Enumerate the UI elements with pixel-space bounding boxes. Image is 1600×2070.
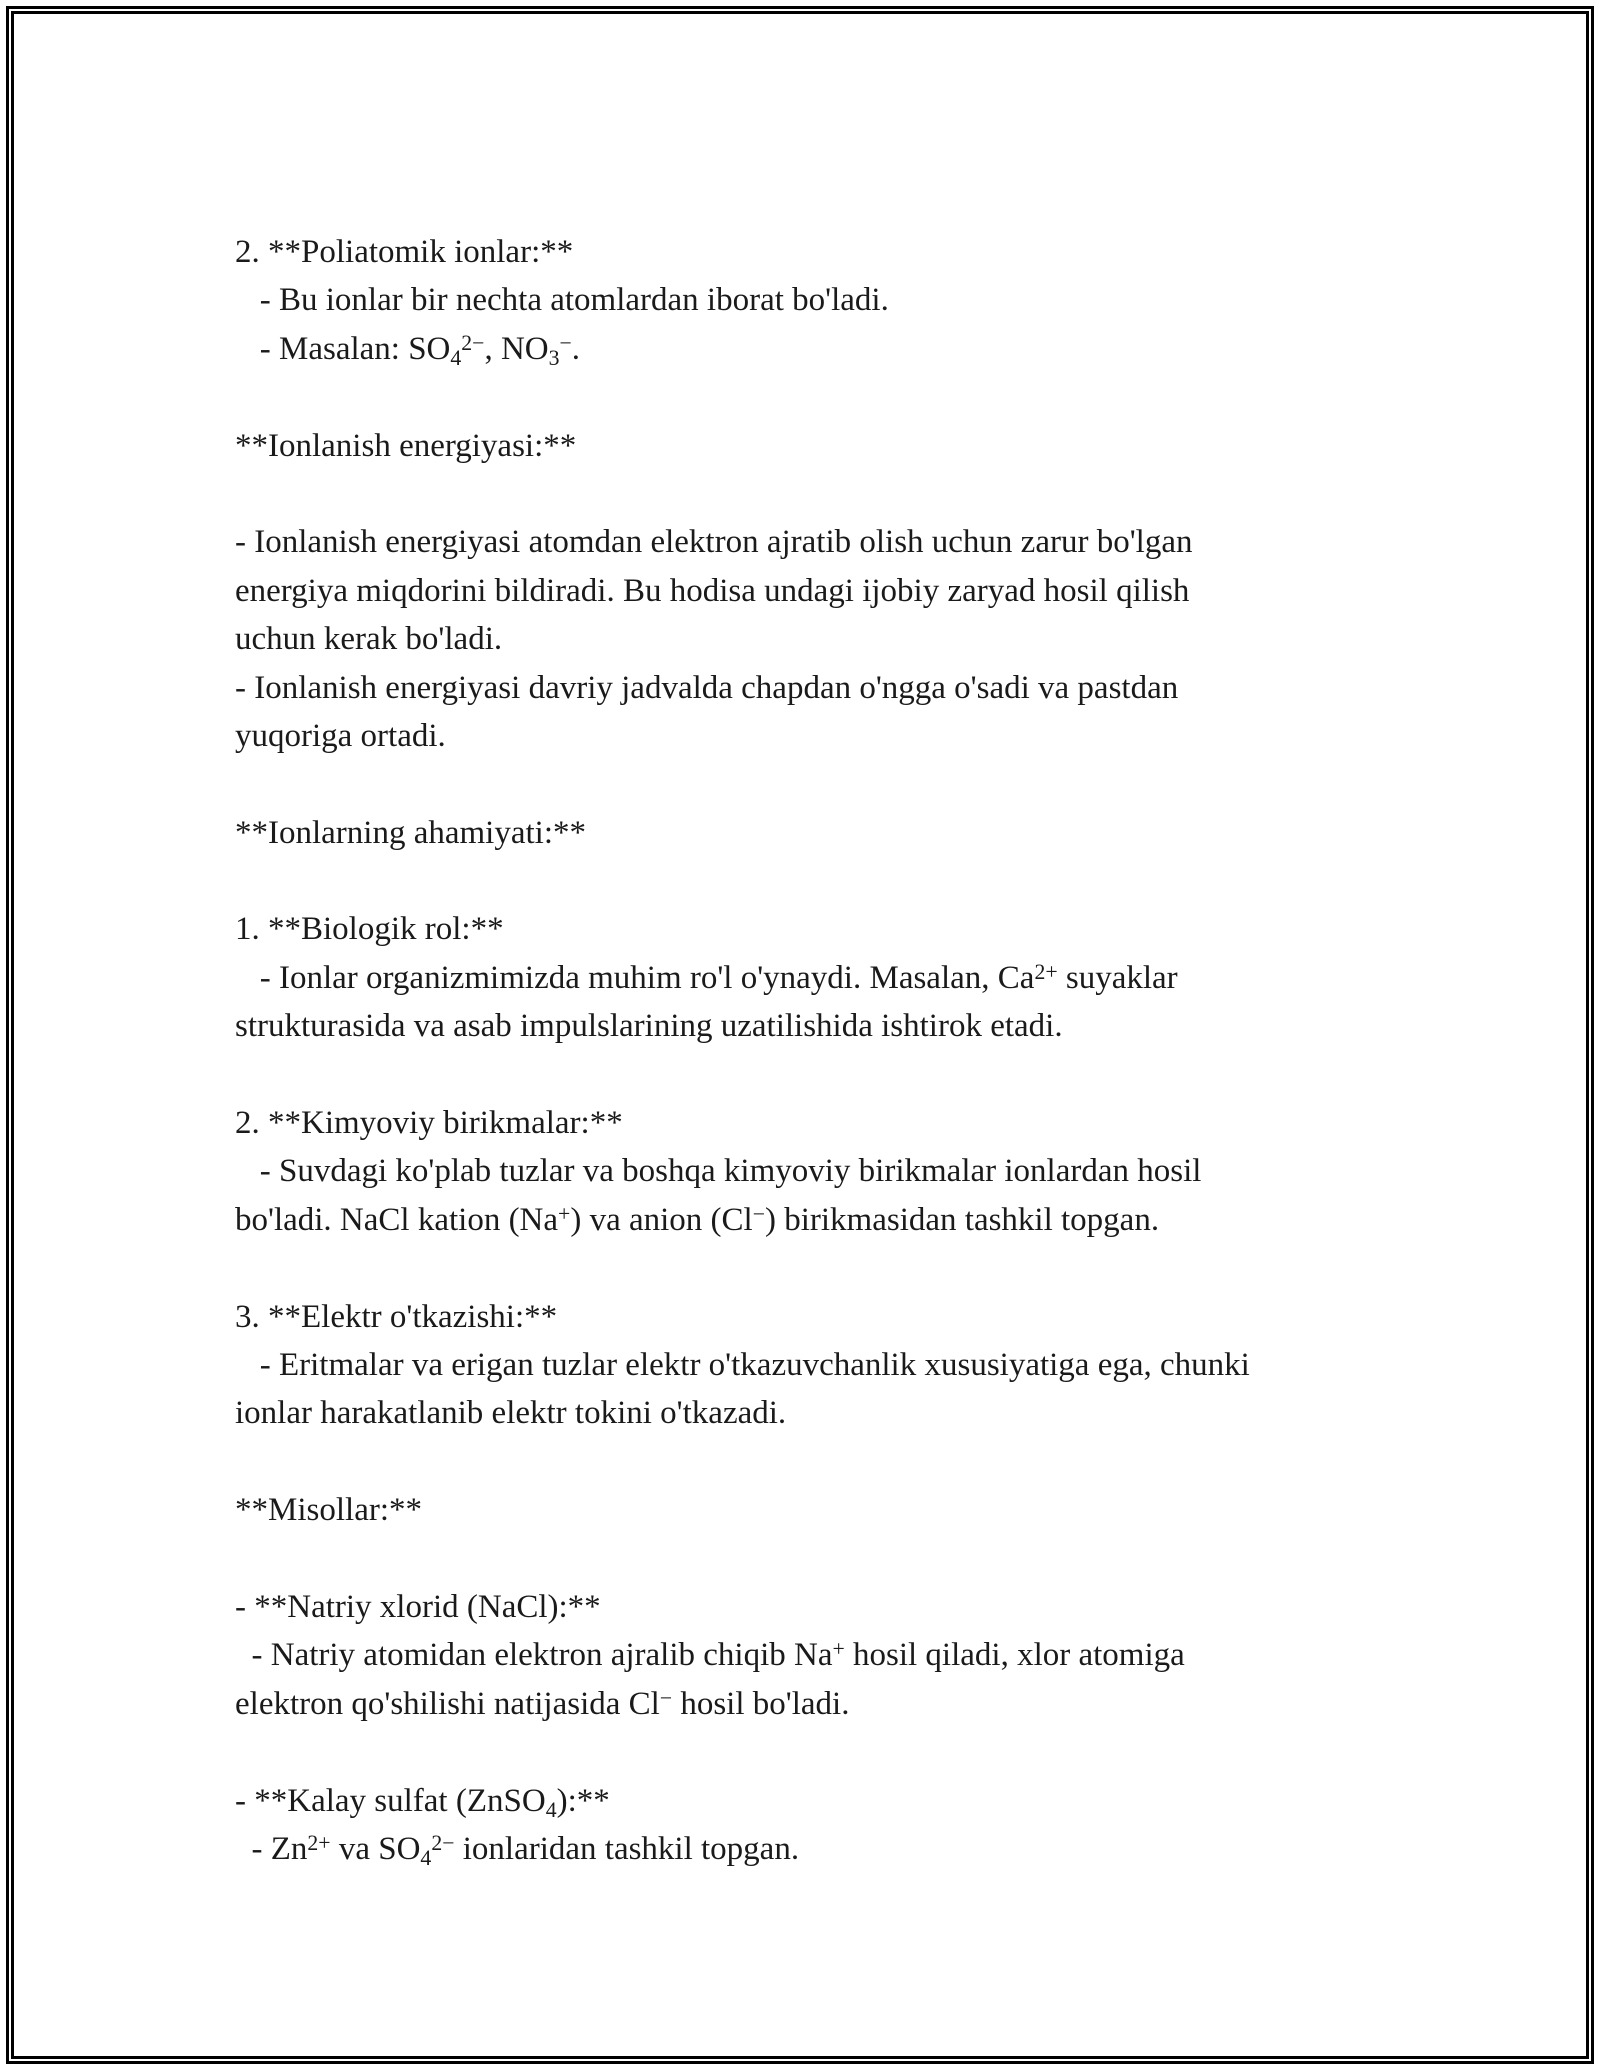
text-segment: , NO: [484, 330, 549, 367]
text-segment: ) birikmasidan tashkil topgan.: [764, 1201, 1160, 1238]
text-segment: hosil bo'ladi.: [672, 1685, 850, 1722]
text-segment: elektron qo'shilishi natijasida Cl: [235, 1685, 660, 1722]
superscript: 2−: [431, 1830, 455, 1855]
text-segment: - **Kalay sulfat (ZnSO: [235, 1782, 546, 1819]
list-heading: - **Natriy xlorid (NaCl):**: [235, 1588, 601, 1625]
subscript: 3: [548, 345, 560, 370]
paragraph-line: - Suvdagi ko'plab tuzlar va boshqa kimyoviy birikmalar ionlardan hosil: [235, 1153, 1202, 1190]
text-segment: - Natriy atomidan elektron ajralib chiqib Na: [235, 1637, 833, 1674]
list-heading: 2. **Kimyoviy birikmalar:**: [235, 1105, 623, 1142]
text-segment: ):**: [556, 1782, 610, 1819]
paragraph-line: [235, 954, 1415, 1002]
text-segment: - Zn: [235, 1830, 308, 1867]
paragraph-line: - Ionlanish energiyasi atomdan elektron ajratib olish uchun zarur bo'lgan: [235, 524, 1193, 561]
superscript: +: [832, 1637, 845, 1662]
text-segment: - Ionlar organizmimizda muhim ro'l o'ynaydi. Masalan, Ca: [235, 959, 1035, 996]
blank-line: [235, 1244, 1415, 1292]
blank-line: [235, 1051, 1415, 1099]
text-segment: va SO: [330, 1830, 421, 1867]
superscript: 2+: [1034, 959, 1058, 984]
paragraph-line: - Bu ionlar bir nechta atomlardan iborat bo'ladi.: [235, 282, 889, 319]
text-segment: ) va anion (Cl: [570, 1201, 753, 1238]
text-segment: bo'ladi. NaCl kation (Na: [235, 1201, 559, 1238]
blank-line: [235, 1438, 1415, 1486]
paragraph-line: energiya miqdorini bildiradi. Bu hodisa undagi ijobiy zaryad hosil qilish: [235, 572, 1190, 609]
subscript: 4: [450, 345, 462, 370]
text-segment: ionlaridan tashkil topgan.: [454, 1830, 800, 1867]
paragraph-line: [235, 1631, 1415, 1679]
blank-line: [235, 857, 1415, 905]
superscript: +: [558, 1201, 571, 1226]
document-body: [235, 228, 1415, 1873]
blank-line: [235, 760, 1415, 808]
section-heading: **Ionlarning ahamiyati:**: [235, 814, 586, 851]
text-segment: .: [571, 330, 581, 367]
blank-line: [235, 470, 1415, 518]
subscript: 4: [545, 1797, 557, 1822]
paragraph-line: yuqoriga ortadi.: [235, 717, 446, 754]
section-heading: **Misollar:**: [235, 1492, 422, 1529]
paragraph-line: uchun kerak bo'ladi.: [235, 621, 503, 658]
blank-line: [235, 1728, 1415, 1776]
subscript: 4: [420, 1845, 432, 1870]
paragraph-line: - Ionlanish energiyasi davriy jadvalda chapdan o'ngga o'sadi va pastdan: [235, 669, 1179, 706]
superscript: 2−: [461, 330, 485, 355]
paragraph-line: - Eritmalar va erigan tuzlar elektr o'tkazuvchanlik xususiyatiga ega, chunki: [235, 1346, 1250, 1383]
text-segment: hosil qiladi, xlor atomiga: [844, 1637, 1185, 1674]
paragraph-line: [235, 1825, 1415, 1873]
section-heading: **Ionlanish energiyasi:**: [235, 427, 577, 464]
list-heading: 1. **Biologik rol:**: [235, 911, 504, 948]
paragraph-line: [235, 1680, 1415, 1728]
blank-line: [235, 1535, 1415, 1583]
text-segment: suyaklar: [1057, 959, 1178, 996]
superscript: −: [659, 1685, 673, 1710]
paragraph-line: ionlar harakatlanib elektr tokini o'tkazadi.: [235, 1395, 787, 1432]
paragraph-line: strukturasida va asab impulslarining uzatilishida ishtirok etadi.: [235, 1008, 1063, 1045]
paragraph-line: [235, 325, 1415, 373]
blank-line: [235, 373, 1415, 421]
superscript: −: [752, 1201, 765, 1226]
paragraph-line: [235, 1196, 1415, 1244]
list-heading: 3. **Elektr o'tkazishi:**: [235, 1298, 558, 1335]
list-heading: [235, 1777, 1415, 1825]
section-heading: 2. **Poliatomik ionlar:**: [235, 234, 574, 270]
text-segment: - Masalan: SO: [235, 330, 451, 367]
superscript: 2+: [307, 1830, 331, 1855]
superscript: −: [559, 330, 572, 355]
